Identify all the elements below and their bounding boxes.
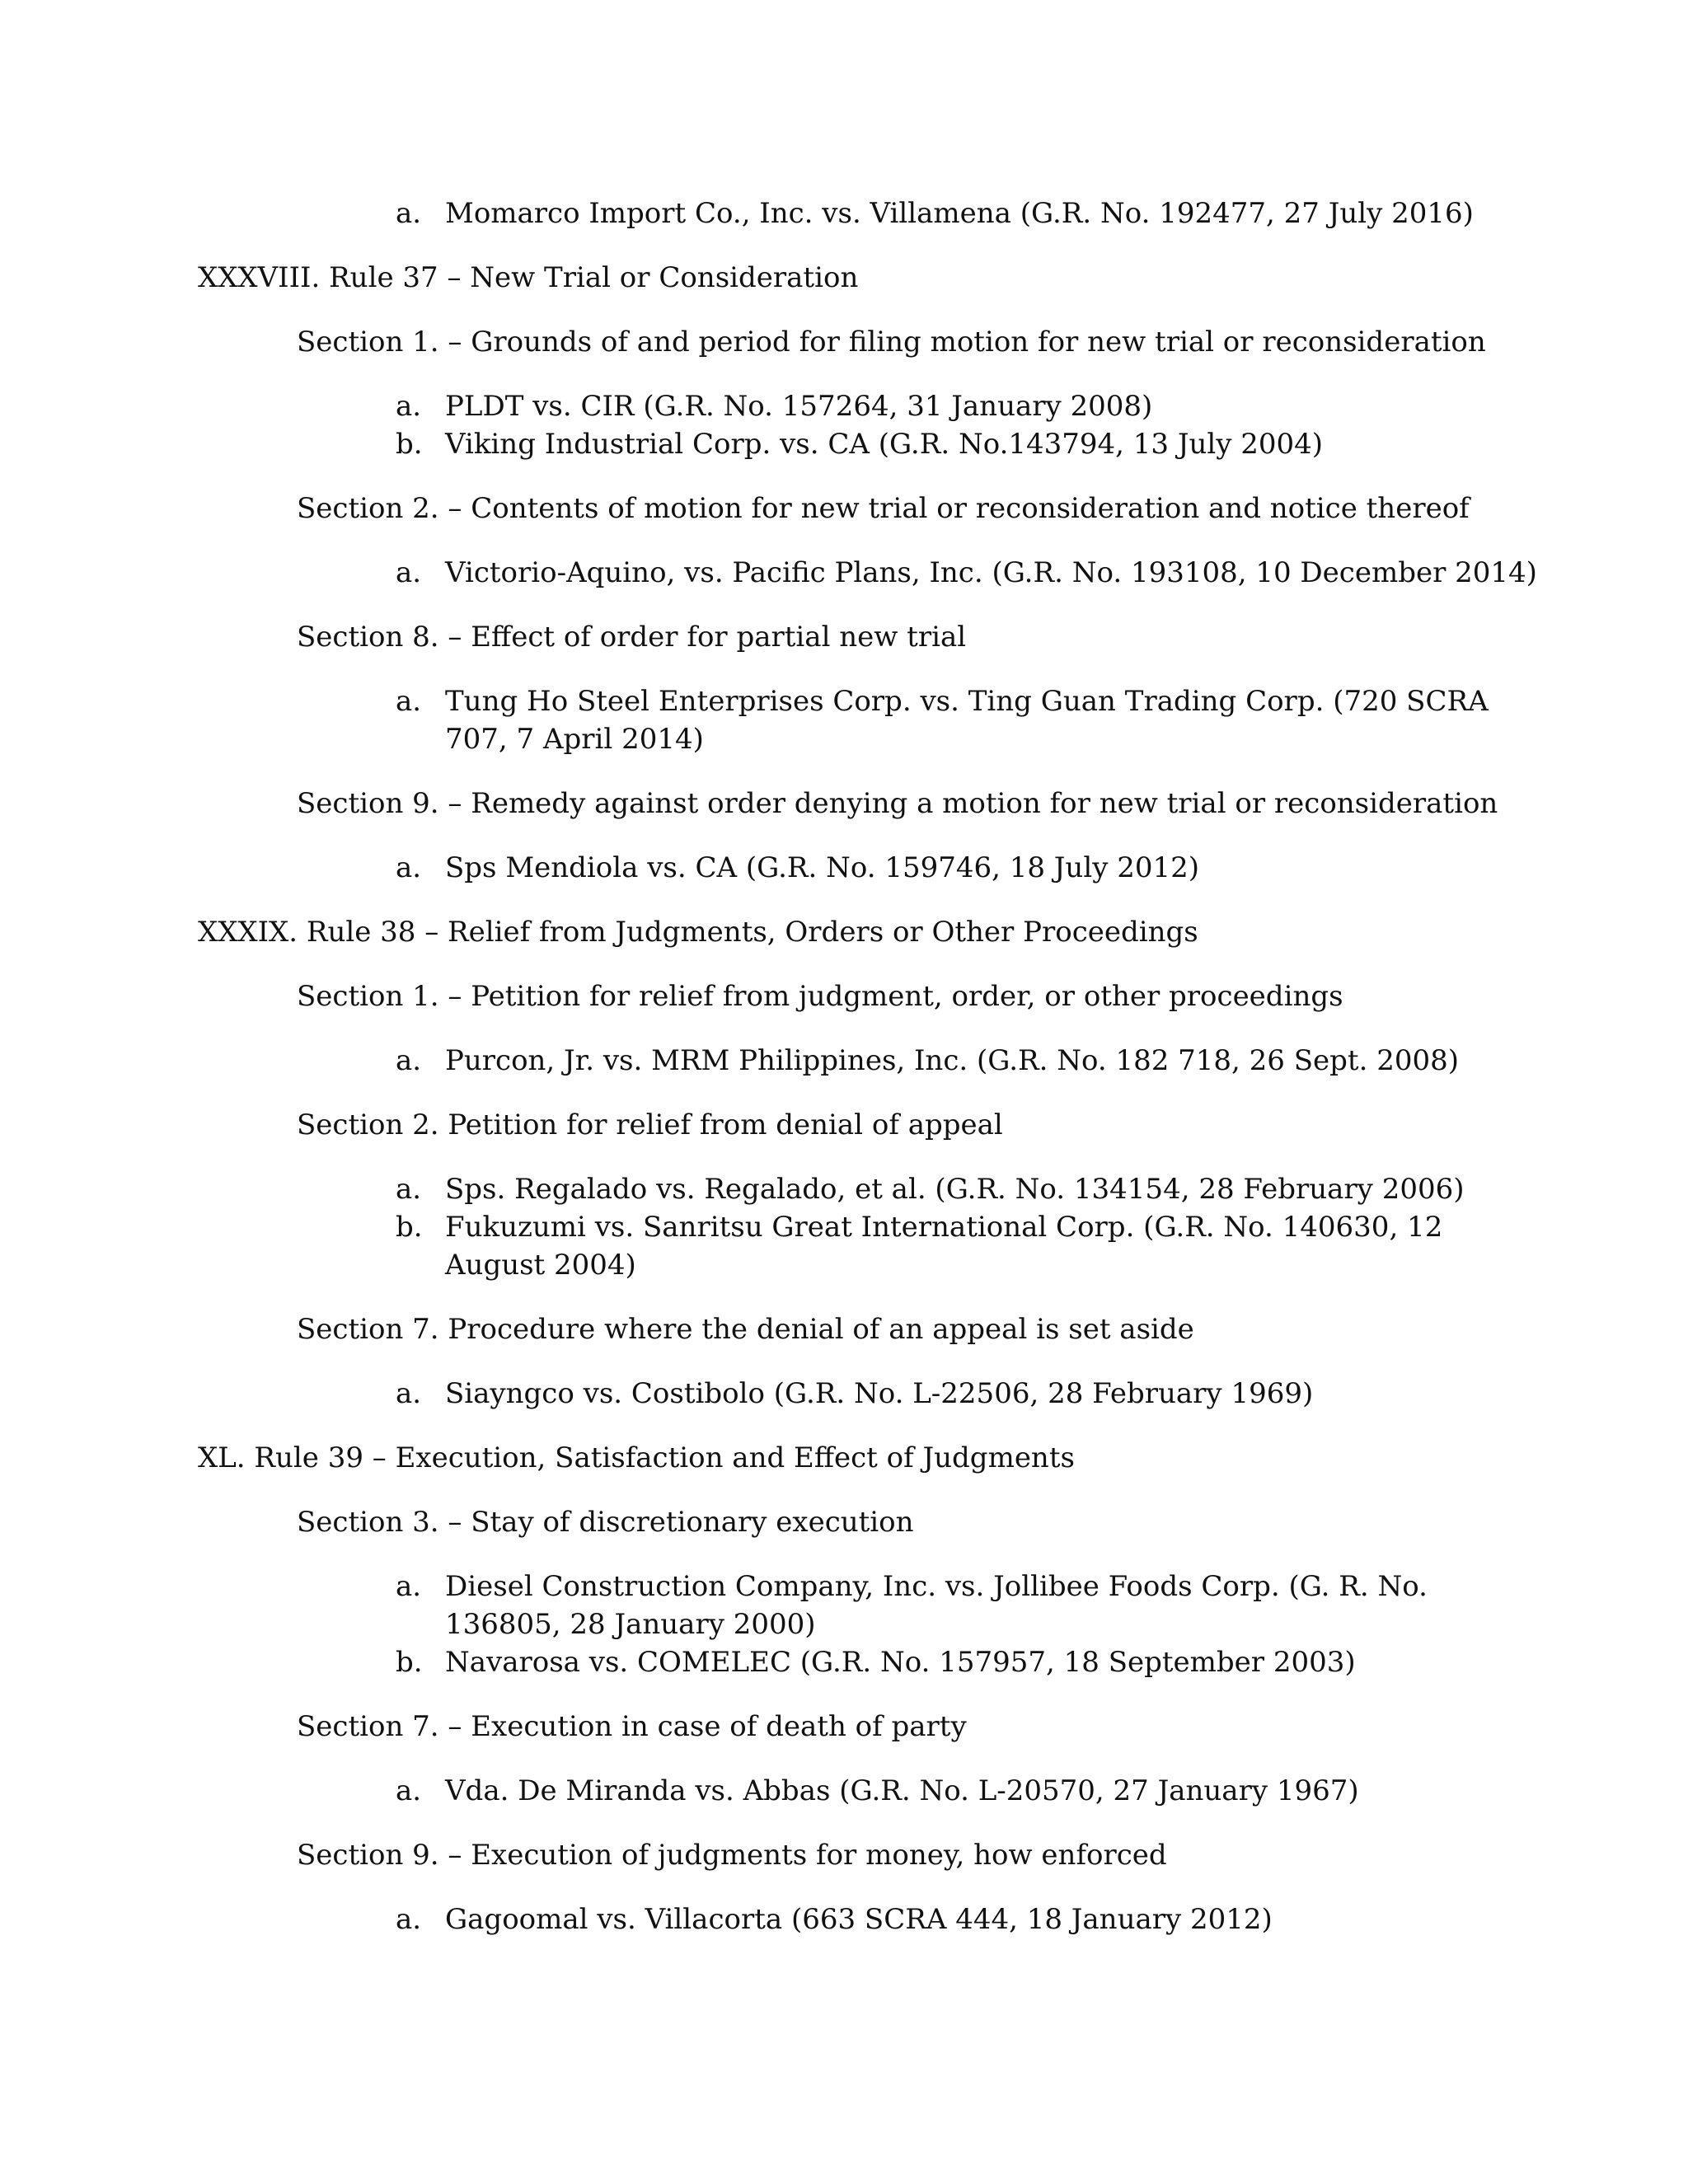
case-text: Tung Ho Steel Enterprises Corp. vs. Ting Guan Trading Corp. (720 SCRA [445, 685, 1489, 718]
case-label: a. [396, 1173, 422, 1206]
rule-heading-37: XXXVIII. Rule 37 – New Trial or Consideration [198, 261, 859, 294]
case-text: Viking Industrial Corp. vs. CA (G.R. No.143794, 13 July 2004) [445, 428, 1324, 461]
case-text: Victorio-Aquino, vs. Pacific Plans, Inc. (G.R. No. 193108, 10 December 2014) [445, 556, 1537, 589]
case-text: Vda. De Miranda vs. Abbas (G.R. No. L-20570, 27 January 1967) [445, 1774, 1359, 1807]
case-text: Diesel Construction Company, Inc. vs. Jollibee Foods Corp. (G. R. No. [445, 1570, 1428, 1603]
section-heading: Section 3. – Stay of discretionary execution [297, 1506, 914, 1539]
case-text: Gagoomal vs. Villacorta (663 SCRA 444, 18 January 2012) [445, 1903, 1273, 1936]
rule-heading-38: XXXIX. Rule 38 – Relief from Judgments, Orders or Other Proceedings [198, 916, 1198, 949]
section-heading: Section 9. – Remedy against order denying a motion for new trial or reconsideration [297, 787, 1498, 820]
case-text: PLDT vs. CIR (G.R. No. 157264, 31 January 2008) [445, 390, 1153, 423]
case-text: Siayngco vs. Costibolo (G.R. No. L-22506, 28 February 1969) [445, 1377, 1314, 1410]
section-heading: Section 2. Petition for relief from denial of appeal [297, 1108, 1003, 1141]
case-label: a. [396, 556, 422, 589]
case-text: Sps. Regalado vs. Regalado, et al. (G.R. No. 134154, 28 February 2006) [445, 1173, 1465, 1206]
section-heading: Section 8. – Effect of order for partial new trial [297, 621, 967, 654]
case-label: a. [396, 1377, 422, 1410]
case-text: Fukuzumi vs. Sanritsu Great International Corp. (G.R. No. 140630, 12 [445, 1211, 1443, 1244]
section-heading: Section 1. – Grounds of and period for filing motion for new trial or reconsideration [297, 326, 1486, 359]
case-label: a. [396, 1903, 422, 1936]
section-heading: Section 7. Procedure where the denial of an appeal is set aside [297, 1313, 1194, 1346]
case-label: a. [396, 197, 422, 230]
case-text-continued: 707, 7 April 2014) [445, 723, 704, 756]
case-text: Sps Mendiola vs. CA (G.R. No. 159746, 18 July 2012) [445, 851, 1200, 884]
case-text-continued: 136805, 28 January 2000) [445, 1608, 816, 1641]
case-label: b. [396, 1211, 423, 1244]
case-label: a. [396, 1044, 422, 1077]
section-heading: Section 1. – Petition for relief from judgment, order, or other proceedings [297, 980, 1343, 1013]
section-heading: Section 7. – Execution in case of death of party [297, 1710, 967, 1743]
rule-heading-39: XL. Rule 39 – Execution, Satisfaction and Effect of Judgments [198, 1441, 1075, 1474]
case-label: a. [396, 390, 422, 423]
section-heading: Section 9. – Execution of judgments for money, how enforced [297, 1839, 1167, 1872]
case-text-continued: August 2004) [445, 1249, 636, 1282]
case-label: a. [396, 1774, 422, 1807]
case-label: b. [396, 428, 423, 461]
section-heading: Section 2. – Contents of motion for new trial or reconsideration and notice thereof [297, 492, 1470, 525]
case-text: Momarco Import Co., Inc. vs. Villamena (G.R. No. 192477, 27 July 2016) [445, 197, 1474, 230]
case-label: a. [396, 1570, 422, 1603]
case-label: a. [396, 851, 422, 884]
case-label: b. [396, 1646, 423, 1679]
case-text: Purcon, Jr. vs. MRM Philippines, Inc. (G.R. No. 182 718, 26 Sept. 2008) [445, 1044, 1459, 1077]
case-label: a. [396, 685, 422, 718]
case-text: Navarosa vs. COMELEC (G.R. No. 157957, 18 September 2003) [445, 1646, 1356, 1679]
